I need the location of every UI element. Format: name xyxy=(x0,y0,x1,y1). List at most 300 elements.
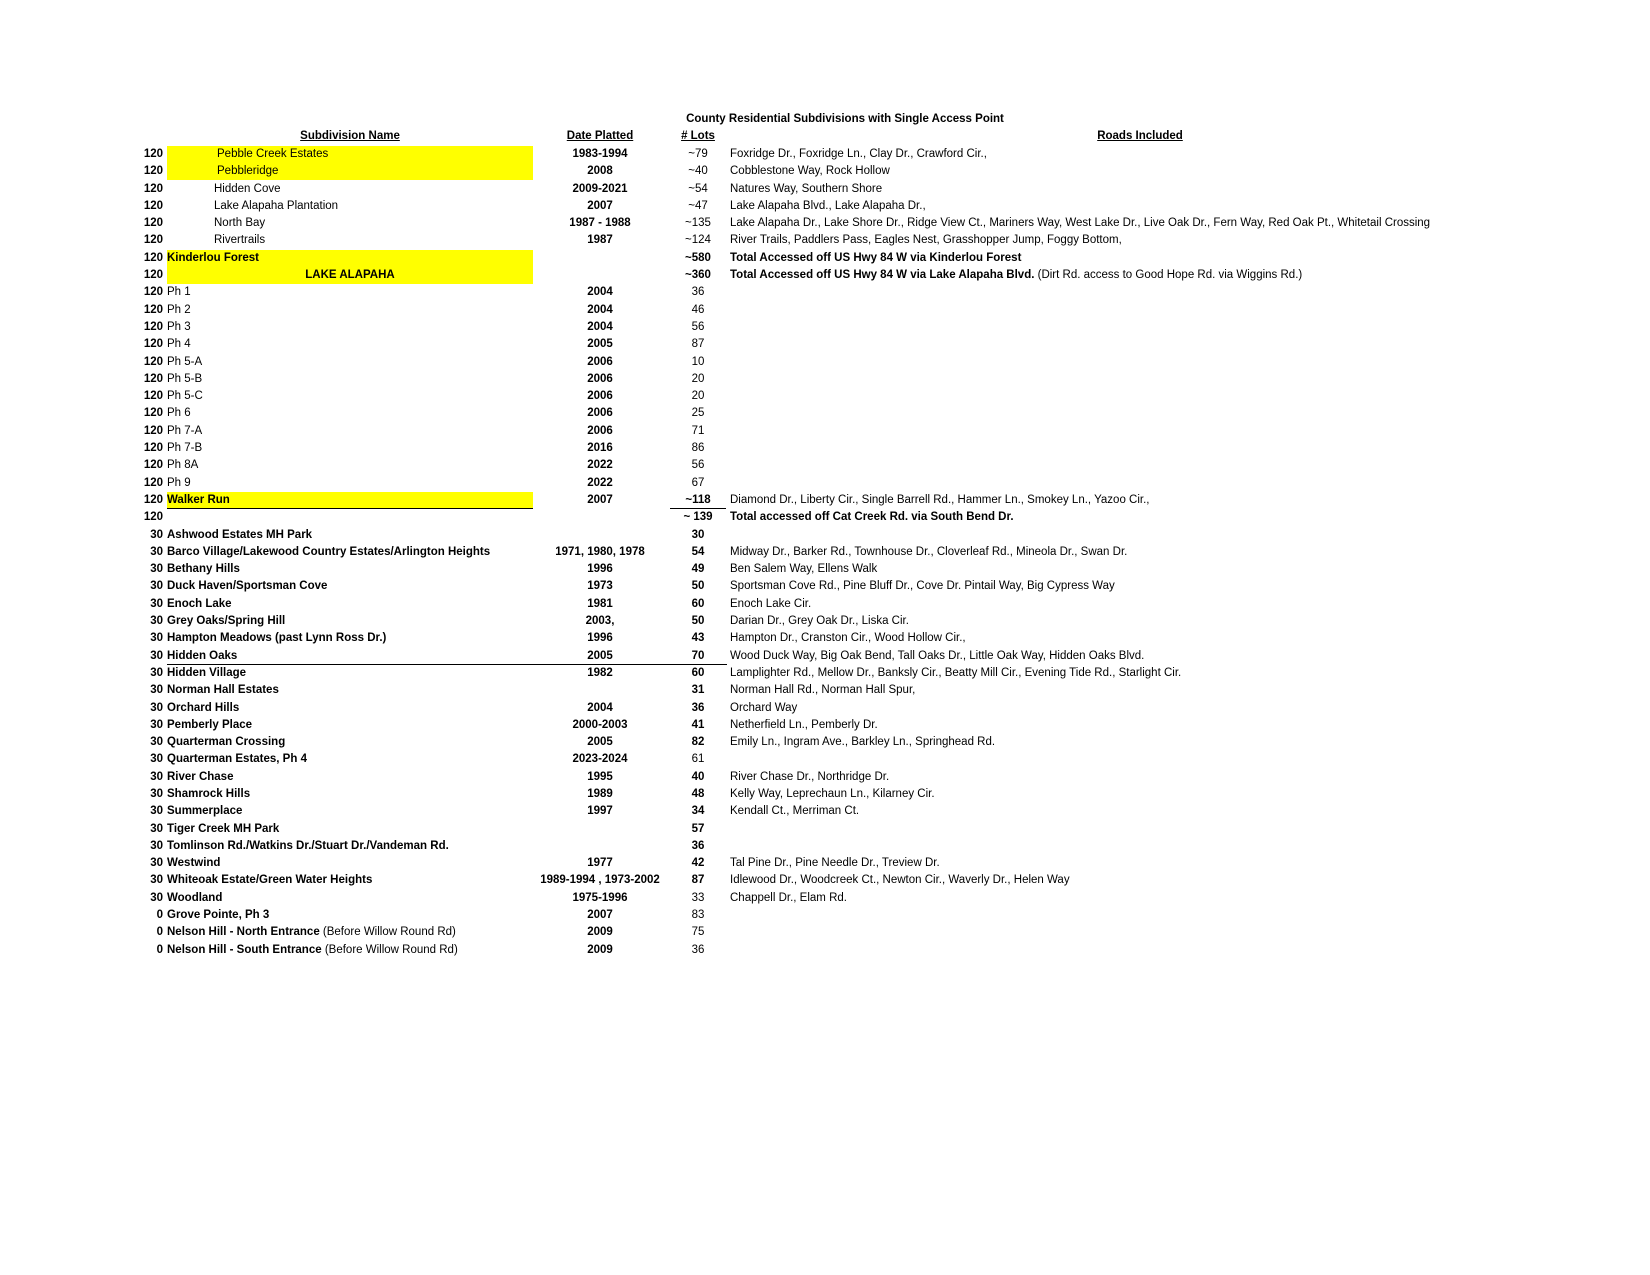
subdivision-name-cell xyxy=(167,907,533,924)
roads-included-text: Chappell Dr., Elam Rd. xyxy=(730,891,847,904)
subdivision-name-text: Enoch Lake xyxy=(167,597,232,610)
subdivision-name-text: Hidden Village xyxy=(167,666,247,679)
roads-included-cell xyxy=(730,890,1630,907)
subdivision-name-text: Ph 7-B xyxy=(167,442,203,455)
lots-count-cell: 50 xyxy=(691,615,705,628)
table-row xyxy=(0,786,1650,803)
roads-included-note: (Dirt Rd. access to Good Hope Rd. via Wiggins Rd.) xyxy=(1034,269,1303,282)
subdivision-name-text: Tiger Creek MH Park xyxy=(167,822,280,835)
date-platted-cell: 2007 xyxy=(587,909,613,922)
subdivision-name-text: Hidden Oaks xyxy=(167,649,238,662)
lots-count-cell: 34 xyxy=(691,805,705,818)
date-platted-cell: 2007 xyxy=(587,493,613,506)
roads-included-text: Lamplighter Rd., Mellow Dr., Banksly Cir., Beatty Mill Cir., Evening Tide Rd., Starlight Cir. xyxy=(730,666,1182,679)
subdivision-name-text: Ph 7-A xyxy=(167,424,203,437)
roads-included-cell xyxy=(730,630,1630,647)
subdivision-name-text: Walker Run xyxy=(167,493,230,506)
zone-code-cell: 30 xyxy=(150,839,163,852)
zone-code-cell: 0 xyxy=(156,926,163,939)
table-row xyxy=(0,769,1650,786)
zone-code-cell: 30 xyxy=(150,736,163,749)
subdivision-name-text: Ph 9 xyxy=(167,476,191,489)
roads-included-text: Natures Way, Southern Shore xyxy=(730,182,883,195)
table-row xyxy=(0,527,1650,544)
subdivision-name-cell xyxy=(167,181,533,198)
subdivision-name-cell xyxy=(167,267,533,284)
lots-count-cell: 71 xyxy=(691,424,705,437)
date-platted-cell: 1996 xyxy=(587,563,613,576)
zone-code-cell: 30 xyxy=(150,684,163,697)
zone-code-cell: 30 xyxy=(150,874,163,887)
table-row xyxy=(0,821,1650,838)
table-row xyxy=(0,319,1650,336)
zone-code-cell: 30 xyxy=(150,753,163,766)
lots-count-cell: 36 xyxy=(691,701,705,714)
roads-included-cell xyxy=(730,544,1630,561)
zone-code-cell: 30 xyxy=(150,701,163,714)
subdivision-name-cell xyxy=(167,146,533,163)
lots-count-cell: 60 xyxy=(691,666,705,679)
date-platted-cell: 2009 xyxy=(587,943,613,956)
table-row xyxy=(0,665,1650,682)
roads-included-text: River Trails, Paddlers Pass, Eagles Nest, Grasshopper Jump, Foggy Bottom, xyxy=(730,234,1122,247)
zone-code-cell: 120 xyxy=(143,199,163,212)
roads-included-cell xyxy=(730,734,1630,751)
subdivision-name-text: Rivertrails xyxy=(214,234,266,247)
roads-included-cell xyxy=(730,613,1630,630)
roads-included-text: Hampton Dr., Cranston Cir., Wood Hollow Cir., xyxy=(730,632,966,645)
roads-included-text: Ben Salem Way, Ellens Walk xyxy=(730,563,878,576)
roads-included-cell xyxy=(730,146,1630,163)
zone-code-cell: 120 xyxy=(143,407,163,420)
zone-code-cell: 120 xyxy=(143,182,163,195)
subdivision-name-text: Ashwood Estates MH Park xyxy=(167,528,313,541)
zone-code-cell: 30 xyxy=(150,615,163,628)
zone-code-cell: 120 xyxy=(143,442,163,455)
roads-included-text: Darian Dr., Grey Oak Dr., Liska Cir. xyxy=(730,615,909,628)
table-row xyxy=(0,872,1650,889)
subdivision-name-cell xyxy=(167,751,533,768)
lots-count-cell: ~124 xyxy=(685,234,711,247)
subdivision-name-cell xyxy=(167,561,533,578)
lots-count-cell: 57 xyxy=(691,822,705,835)
date-platted-cell: 2022 xyxy=(587,459,613,472)
subdivision-name-cell xyxy=(167,405,533,422)
date-platted-cell: 2007 xyxy=(587,199,613,212)
roads-included-cell xyxy=(730,181,1630,198)
lots-count-cell: 83 xyxy=(691,909,705,922)
zone-code-cell: 120 xyxy=(143,251,163,264)
roads-included-cell xyxy=(730,665,1630,682)
table-row xyxy=(0,700,1650,717)
zone-code-cell: 120 xyxy=(143,390,163,403)
date-platted-cell: 1995 xyxy=(587,770,613,783)
table-row xyxy=(0,682,1650,699)
roads-included-text: Lake Alapaha Dr., Lake Shore Dr., Ridge View Ct., Mariners Way, West Lake Dr., Live Oak Dr., Fern Way, Red Oak Pt., Whitetail Crossing xyxy=(730,217,1431,230)
roads-included-cell xyxy=(730,163,1630,180)
date-platted-cell: 1982 xyxy=(587,666,613,679)
lots-count-cell: 42 xyxy=(691,857,705,870)
table-row xyxy=(0,232,1650,249)
zone-code-cell: 30 xyxy=(150,891,163,904)
date-platted-cell: 2003, xyxy=(585,615,615,628)
lots-count-cell: 31 xyxy=(691,684,705,697)
lots-count-cell: 36 xyxy=(691,286,705,299)
subdivision-name-cell xyxy=(167,769,533,786)
zone-code-cell: 120 xyxy=(143,493,163,506)
roads-included-text: Orchard Way xyxy=(730,701,798,714)
lots-count-cell: ~54 xyxy=(688,182,708,195)
date-platted-cell: 1997 xyxy=(587,805,613,818)
column-header-roads-included: Roads Included xyxy=(1097,130,1183,142)
zone-code-cell: 120 xyxy=(143,217,163,230)
table-row xyxy=(0,475,1650,492)
roads-included-cell xyxy=(730,578,1630,595)
subdivision-name-text: Hidden Cove xyxy=(214,182,281,195)
subdivision-name-text: Tomlinson Rd./Watkins Dr./Stuart Dr./Vandeman Rd. xyxy=(167,839,449,852)
subdivision-name-text: LAKE ALAPAHA xyxy=(305,269,395,282)
column-header-lots: # Lots xyxy=(681,130,715,142)
lots-count-cell: 41 xyxy=(691,718,705,731)
subdivision-name-cell xyxy=(167,284,533,301)
subdivision-name-text: Hampton Meadows (past Lynn Ross Dr.) xyxy=(167,632,387,645)
roads-included-text: Total accessed off Cat Creek Rd. via South Bend Dr. xyxy=(730,511,1014,524)
zone-code-cell: 120 xyxy=(143,459,163,472)
subdivision-name-text: River Chase xyxy=(167,770,234,783)
zone-code-cell: 30 xyxy=(150,545,163,558)
date-platted-cell: 2004 xyxy=(587,286,613,299)
subdivision-name-text: Ph 2 xyxy=(167,303,191,316)
date-platted-cell: 2006 xyxy=(587,424,613,437)
zone-code-cell: 30 xyxy=(150,805,163,818)
subdivision-name-text: Kinderlou Forest xyxy=(167,251,260,264)
zone-code-cell: 30 xyxy=(150,563,163,576)
roads-included-cell xyxy=(730,682,1630,699)
table-row xyxy=(0,907,1650,924)
column-header-subdivision-name: Subdivision Name xyxy=(300,130,400,142)
roads-included-cell xyxy=(730,872,1630,889)
lots-count-cell: 20 xyxy=(691,372,705,385)
subdivision-name-cell xyxy=(167,371,533,388)
table-row xyxy=(0,613,1650,630)
subdivision-name-text: Shamrock Hills xyxy=(167,787,251,800)
date-platted-cell: 1975-1996 xyxy=(572,891,628,904)
roads-included-text: Lake Alapaha Blvd., Lake Alapaha Dr., xyxy=(730,199,926,212)
roads-included-text: Total Accessed off US Hwy 84 W via Kinderlou Forest xyxy=(730,251,1022,264)
table-row xyxy=(0,440,1650,457)
subdivision-name-cell xyxy=(167,215,533,232)
zone-code-cell: 120 xyxy=(143,303,163,316)
subdivision-name-cell xyxy=(167,682,533,699)
subdivision-name-text: Ph 6 xyxy=(167,407,191,420)
subdivision-name-text: Woodland xyxy=(167,891,223,904)
subdivision-name-cell xyxy=(167,302,533,319)
lots-count-cell: 36 xyxy=(691,839,705,852)
zone-code-cell: 120 xyxy=(143,338,163,351)
lots-count-cell: 61 xyxy=(691,753,705,766)
date-platted-cell: 2005 xyxy=(587,736,613,749)
lots-count-cell: ~79 xyxy=(688,148,708,160)
date-platted-cell: 2005 xyxy=(587,649,613,662)
date-platted-cell: 2009-2021 xyxy=(572,182,628,195)
date-platted-cell: 1989-1994 , 1973-2002 xyxy=(540,874,660,887)
roads-included-cell xyxy=(730,232,1630,249)
lots-count-cell: 49 xyxy=(691,563,705,576)
roads-included-text: Emily Ln., Ingram Ave., Barkley Ln., Springhead Rd. xyxy=(730,736,996,749)
subdivision-name-text: North Bay xyxy=(214,217,266,230)
lots-count-cell: 67 xyxy=(691,476,705,489)
table-row xyxy=(0,509,1650,526)
subdivision-name-cell xyxy=(167,250,533,267)
zone-code-cell: 120 xyxy=(143,372,163,385)
lots-count-cell: 87 xyxy=(691,338,705,351)
roads-included-text: Sportsman Cove Rd., Pine Bluff Dr., Cove Dr. Pintail Way, Big Cypress Way xyxy=(730,580,1115,593)
date-platted-cell: 1973 xyxy=(587,580,613,593)
table-row xyxy=(0,717,1650,734)
roads-included-cell xyxy=(730,648,1630,665)
table-row xyxy=(0,405,1650,422)
zone-code-cell: 120 xyxy=(143,476,163,489)
subdivision-name-text: Quarterman Estates, Ph 4 xyxy=(167,753,307,766)
subdivision-name-text: Ph 3 xyxy=(167,320,191,333)
subdivision-name-cell xyxy=(167,440,533,457)
subdivision-name-text: Nelson Hill - North Entrance xyxy=(167,926,320,939)
subdivision-name-text: Quarterman Crossing xyxy=(167,736,286,749)
roads-included-text: Kelly Way, Leprechaun Ln., Kilarney Cir. xyxy=(730,787,935,800)
date-platted-cell: 2023-2024 xyxy=(572,753,628,766)
roads-included-text: River Chase Dr., Northridge Dr. xyxy=(730,770,890,783)
subdivision-name-cell xyxy=(167,855,533,872)
column-header-date-platted: Date Platted xyxy=(566,130,634,142)
roads-included-cell xyxy=(730,215,1630,232)
lots-count-cell: 10 xyxy=(691,355,705,368)
lots-count-cell: 30 xyxy=(691,528,705,541)
table-row xyxy=(0,924,1650,941)
table-row xyxy=(0,855,1650,872)
lots-count-cell: ~580 xyxy=(685,251,711,264)
lots-count-cell: 46 xyxy=(691,303,705,316)
subdivision-name-cell xyxy=(167,890,533,907)
subdivision-name-cell xyxy=(167,613,533,630)
date-platted-cell: 1987 xyxy=(587,234,613,247)
subdivision-name-cell xyxy=(167,821,533,838)
subdivision-name-text: Nelson Hill - South Entrance xyxy=(167,943,322,956)
subdivision-name-cell xyxy=(167,803,533,820)
subdivision-name-cell xyxy=(167,734,533,751)
roads-included-cell xyxy=(730,803,1630,820)
lots-count-cell: 36 xyxy=(691,943,705,956)
zone-code-cell: 30 xyxy=(150,632,163,645)
zone-code-cell: 120 xyxy=(143,165,163,178)
subdivision-name-text: Norman Hall Estates xyxy=(167,684,279,697)
lots-count-cell: ~135 xyxy=(685,217,711,230)
date-platted-cell: 2004 xyxy=(587,320,613,333)
lots-count-cell: 86 xyxy=(691,442,705,455)
subdivision-name-cell xyxy=(167,700,533,717)
subdivision-name-text: Grey Oaks/Spring Hill xyxy=(167,615,286,628)
lots-count-cell: 33 xyxy=(691,891,705,904)
roads-included-text: Netherfield Ln., Pemberly Dr. xyxy=(730,718,878,731)
lots-count-cell: 75 xyxy=(691,926,705,939)
table-row xyxy=(0,942,1650,959)
roads-included-text: Midway Dr., Barker Rd., Townhouse Dr., Cloverleaf Rd., Mineola Dr., Swan Dr. xyxy=(730,545,1128,558)
roads-included-text: Wood Duck Way, Big Oak Bend, Tall Oaks Dr., Little Oak Way, Hidden Oaks Blvd. xyxy=(730,649,1145,662)
subdivision-name-text: Barco Village/Lakewood Country Estates/Arlington Heights xyxy=(167,545,491,558)
zone-code-cell: 30 xyxy=(150,822,163,835)
zone-code-cell: 0 xyxy=(156,943,163,956)
subdivision-table xyxy=(0,146,1650,959)
subdivision-name-text: Whiteoak Estate/Green Water Heights xyxy=(167,874,373,887)
table-row xyxy=(0,354,1650,371)
roads-included-cell xyxy=(730,855,1630,872)
roads-included-cell xyxy=(730,250,1630,267)
lots-count-cell: 54 xyxy=(691,545,705,558)
subdivision-name-text: Bethany Hills xyxy=(167,563,240,576)
zone-code-cell: 120 xyxy=(143,269,163,282)
roads-included-text: Cobblestone Way, Rock Hollow xyxy=(730,165,890,178)
subdivision-name-text: Orchard Hills xyxy=(167,701,240,714)
subdivision-name-cell xyxy=(167,924,533,941)
lots-count-cell: 50 xyxy=(691,580,705,593)
subdivision-name-cell xyxy=(167,457,533,474)
subdivision-name-cell xyxy=(167,492,533,509)
table-row xyxy=(0,561,1650,578)
table-row xyxy=(0,596,1650,613)
zone-code-cell: 120 xyxy=(143,286,163,299)
roads-included-text: Enoch Lake Cir. xyxy=(730,597,812,610)
date-platted-cell: 2006 xyxy=(587,372,613,385)
zone-code-cell: 120 xyxy=(143,234,163,247)
roads-included-cell xyxy=(730,561,1630,578)
zone-code-cell: 30 xyxy=(150,718,163,731)
roads-included-text: Idlewood Dr., Woodcreek Ct., Newton Cir., Waverly Dr., Helen Way xyxy=(730,874,1070,887)
subdivision-name-text: Ph 4 xyxy=(167,338,191,351)
zone-code-cell: 30 xyxy=(150,857,163,870)
date-platted-cell: 2016 xyxy=(587,442,613,455)
table-row xyxy=(0,336,1650,353)
table-row xyxy=(0,181,1650,198)
subdivision-name-cell xyxy=(167,423,533,440)
table-row xyxy=(0,388,1650,405)
roads-included-cell xyxy=(730,492,1630,509)
lots-count-cell: ~47 xyxy=(688,199,708,212)
roads-included-cell xyxy=(730,717,1630,734)
date-platted-cell: 1989 xyxy=(587,787,613,800)
lots-count-cell: 60 xyxy=(691,597,705,610)
zone-code-cell: 30 xyxy=(150,770,163,783)
subdivision-name-text: Pebble Creek Estates xyxy=(217,148,329,160)
date-platted-cell: 2022 xyxy=(587,476,613,489)
zone-code-cell: 30 xyxy=(150,787,163,800)
roads-included-cell xyxy=(730,700,1630,717)
zone-code-cell: 120 xyxy=(143,320,163,333)
date-platted-cell: 1977 xyxy=(587,857,613,870)
subdivision-name-text: Lake Alapaha Plantation xyxy=(214,199,339,212)
subdivision-name-text: Grove Pointe, Ph 3 xyxy=(167,909,270,922)
date-platted-cell: 1971, 1980, 1978 xyxy=(555,545,645,558)
zone-code-cell: 120 xyxy=(143,148,163,160)
zone-code-cell: 30 xyxy=(150,666,163,679)
date-platted-cell: 2009 xyxy=(587,926,613,939)
zone-code-cell: 30 xyxy=(150,597,163,610)
roads-included-text: Total Accessed off US Hwy 84 W via Lake Alapaha Blvd. xyxy=(730,269,1035,282)
subdivision-name-cell xyxy=(167,354,533,371)
table-row xyxy=(0,578,1650,595)
lots-count-cell: 25 xyxy=(691,407,705,420)
roads-included-cell xyxy=(730,198,1630,215)
table-row xyxy=(0,838,1650,855)
lots-count-cell: 43 xyxy=(691,632,705,645)
table-row xyxy=(0,146,1650,163)
subdivision-name-cell xyxy=(167,388,533,405)
subdivision-name-note: (Before Willow Round Rd) xyxy=(321,943,458,956)
table-row xyxy=(0,734,1650,751)
zone-code-cell: 120 xyxy=(143,511,163,524)
lots-count-cell: 82 xyxy=(691,736,705,749)
subdivision-name-text: Ph 5-A xyxy=(167,355,203,368)
table-row xyxy=(0,302,1650,319)
roads-included-cell xyxy=(730,596,1630,613)
table-row xyxy=(0,215,1650,232)
subdivision-name-cell xyxy=(167,319,533,336)
subdivision-name-cell xyxy=(167,838,533,855)
table-row xyxy=(0,423,1650,440)
subdivision-name-text: Ph 1 xyxy=(167,286,191,299)
table-row xyxy=(0,890,1650,907)
table-row xyxy=(0,198,1650,215)
subdivision-name-text: Pemberly Place xyxy=(167,718,253,731)
subdivision-name-cell xyxy=(167,648,533,665)
subdivision-name-cell xyxy=(167,872,533,889)
subdivision-name-cell xyxy=(167,665,533,682)
lots-count-cell: 70 xyxy=(691,649,705,662)
subdivision-name-cell xyxy=(167,578,533,595)
table-row xyxy=(0,492,1650,509)
table-row xyxy=(0,630,1650,647)
table-row xyxy=(0,457,1650,474)
lots-count-cell: ~40 xyxy=(688,165,708,178)
subdivision-name-cell xyxy=(167,717,533,734)
date-platted-cell: 2006 xyxy=(587,407,613,420)
lots-count-cell: 56 xyxy=(691,459,705,472)
date-platted-cell: 2004 xyxy=(587,303,613,316)
subdivision-name-text: Ph 5-C xyxy=(167,390,203,403)
lots-count-cell: ~ 139 xyxy=(683,511,713,524)
subdivision-name-text: Ph 8A xyxy=(167,459,199,472)
zone-code-cell: 30 xyxy=(150,649,163,662)
date-platted-cell: 2006 xyxy=(587,390,613,403)
zone-code-cell: 30 xyxy=(150,528,163,541)
date-platted-cell: 1981 xyxy=(587,597,613,610)
table-row xyxy=(0,250,1650,267)
zone-code-cell: 120 xyxy=(143,424,163,437)
subdivision-name-cell xyxy=(167,527,533,544)
lots-count-cell: 40 xyxy=(691,770,705,783)
zone-code-cell: 30 xyxy=(150,580,163,593)
subdivision-name-cell xyxy=(167,544,533,561)
subdivision-name-text: Summerplace xyxy=(167,805,243,818)
subdivision-name-cell xyxy=(167,336,533,353)
roads-included-text: Kendall Ct., Merriman Ct. xyxy=(730,805,860,818)
subdivision-name-text: Ph 5-B xyxy=(167,372,203,385)
date-platted-cell: 2005 xyxy=(587,338,613,351)
date-platted-cell: 2008 xyxy=(587,165,613,178)
roads-included-cell xyxy=(730,769,1630,786)
page-title: County Residential Subdivisions with Single Access Point xyxy=(686,113,1004,125)
table-row xyxy=(0,751,1650,768)
table-row xyxy=(0,371,1650,388)
subdivision-name-note: (Before Willow Round Rd) xyxy=(319,926,456,939)
